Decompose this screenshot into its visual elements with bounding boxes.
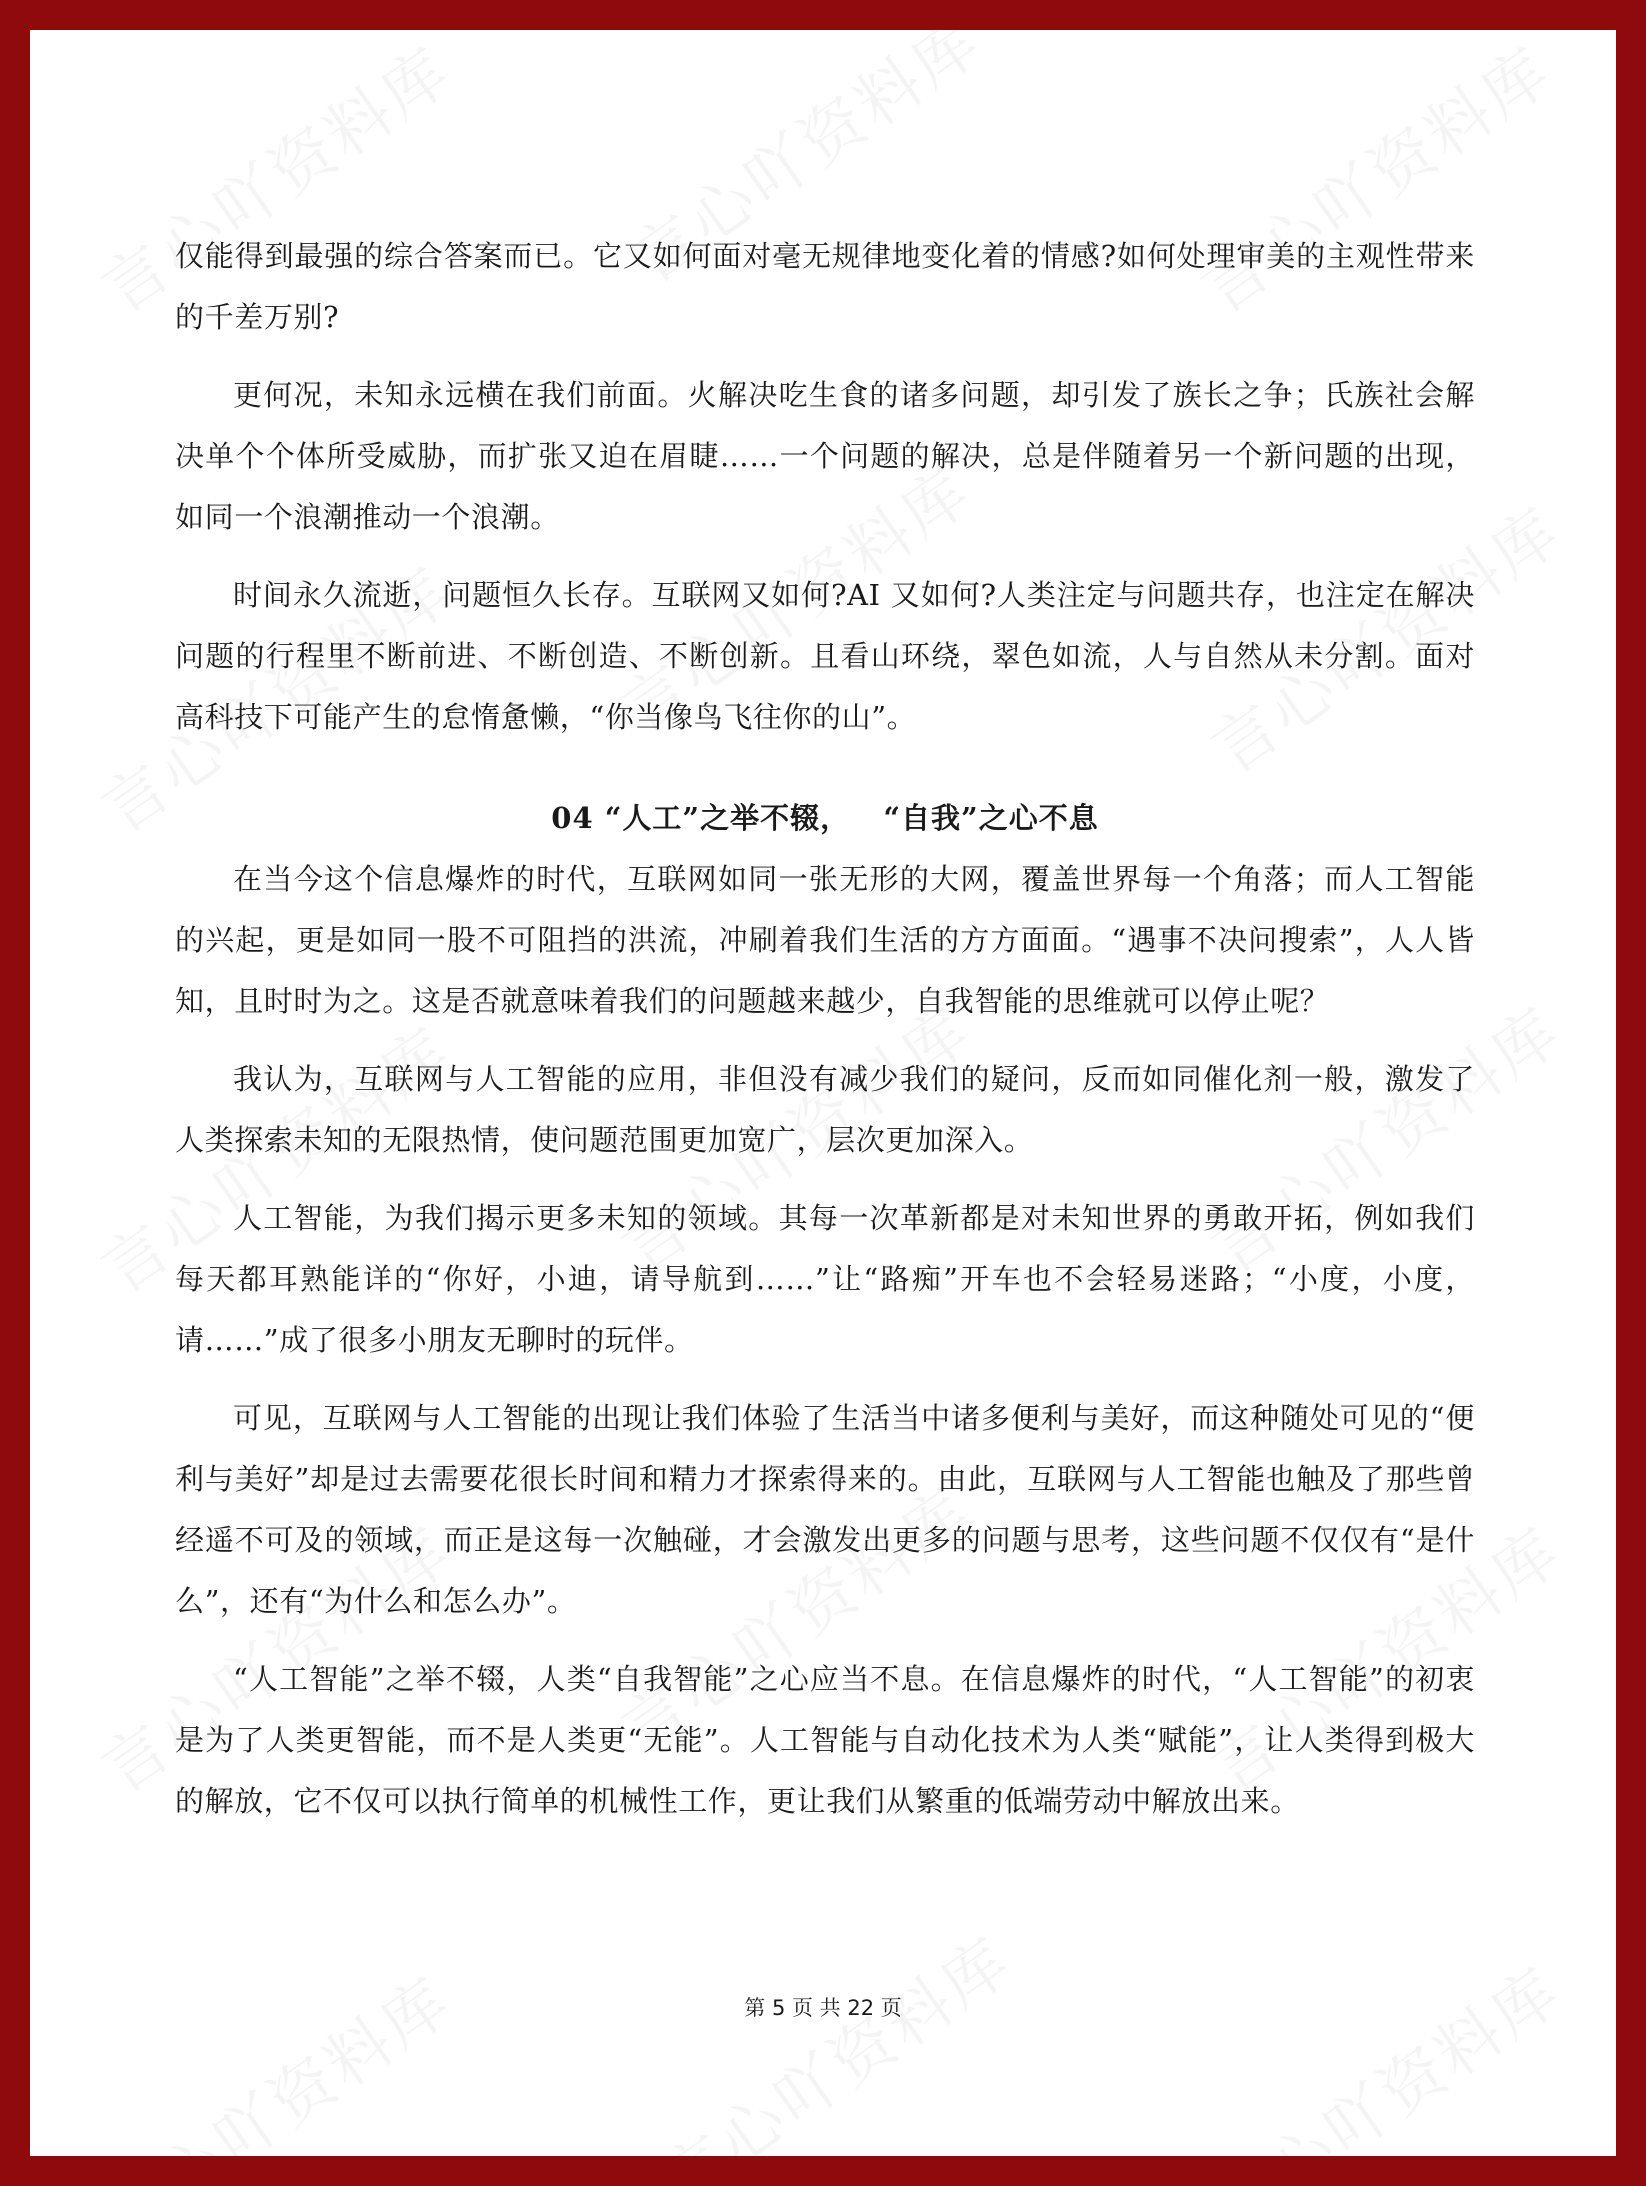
- watermark: [81, 1951, 468, 2156]
- watermark: [1191, 1941, 1578, 2156]
- page-number-footer: 第 5 页 共 22 页: [744, 1996, 902, 2020]
- paragraph: 可见，互联网与人工智能的出现让我们体验了生活当中诸多便利与美好，而这种随处可见的“便利与美好”却是过去需要花很长时间和精力才探索得来的。由此，互联网与人工智能也触及了那些曾经遥不可及的领域，而正是这每一次触碰，才会激发出更多的问题与思考，这些问题不仅仅有“是什么”，还有“为什么和怎么办”。: [175, 1401, 1475, 1618]
- watermark: [641, 1911, 1028, 2156]
- paragraph: “人工智能”之举不辍，人类“自我智能”之心应当不息。在信息爆炸的时代，“人工智能”的初衷是为了人类更智能，而不是人类更“无能”。人工智能与自动化技术为人类“赋能”，让人类得到极大的解放，它不仅可以执行简单的机械性工作，更让我们从繁重的低端劳动中解放出来。: [175, 1662, 1475, 1818]
- paragraph: 我认为，互联网与人工智能的应用，非但没有减少我们的疑问，反而如同催化剂一般，激发了人类探索未知的无限热情，使问题范围更加宽广，层次更加深入。: [175, 1062, 1475, 1157]
- section-heading: 04 “人工”之举不辍， “自我”之心不息: [551, 801, 1099, 835]
- page-content: [175, 226, 1475, 1849]
- paragraph: 在当今这个信息爆炸的时代，互联网如同一张无形的大网，覆盖世界每一个角落；而人工智能的兴起，更是如同一股不可阻挡的洪流，冲刷着我们生活的方方面面。“遇事不决问搜索”，人人皆知，且时时为之。这是否就意味着我们的问题越来越少，自我智能的思维就可以停止呢？: [175, 862, 1475, 1018]
- document-page: [30, 30, 1616, 2156]
- paragraph: 更何况，未知永远横在我们前面。火解决吃生食的诸多问题，却引发了族长之争；氏族社会解决单个个体所受威胁，而扩张又迫在眉睫……一个问题的解决，总是伴随着另一个新问题的出现，如同一个浪潮推动一个浪潮。: [175, 378, 1475, 534]
- paragraph: 时间永久流逝，问题恒久长存。互联网又如何?AI 又如何?人类注定与问题共存，也注定在解决问题的行程里不断前进、不断创造、不断创新。且看山环绕，翠色如流，人与自然从未分割。面对高科技下可能产生的怠惰惫懒，“你当像鸟飞往你的山”。: [175, 578, 1475, 734]
- paragraph: 仅能得到最强的综合答案而已。它又如何面对毫无规律地变化着的情感?如何处理审美的主观性带来的千差万别?: [175, 239, 1475, 334]
- paragraph: 人工智能，为我们揭示更多未知的领域。其每一次革新都是对未知世界的勇敢开拓，例如我们每天都耳熟能详的“你好，小迪，请导航到……”让“路痴”开车也不会轻易迷路；“小度，小度，请……”成了很多小朋友无聊时的玩伴。: [175, 1201, 1475, 1357]
